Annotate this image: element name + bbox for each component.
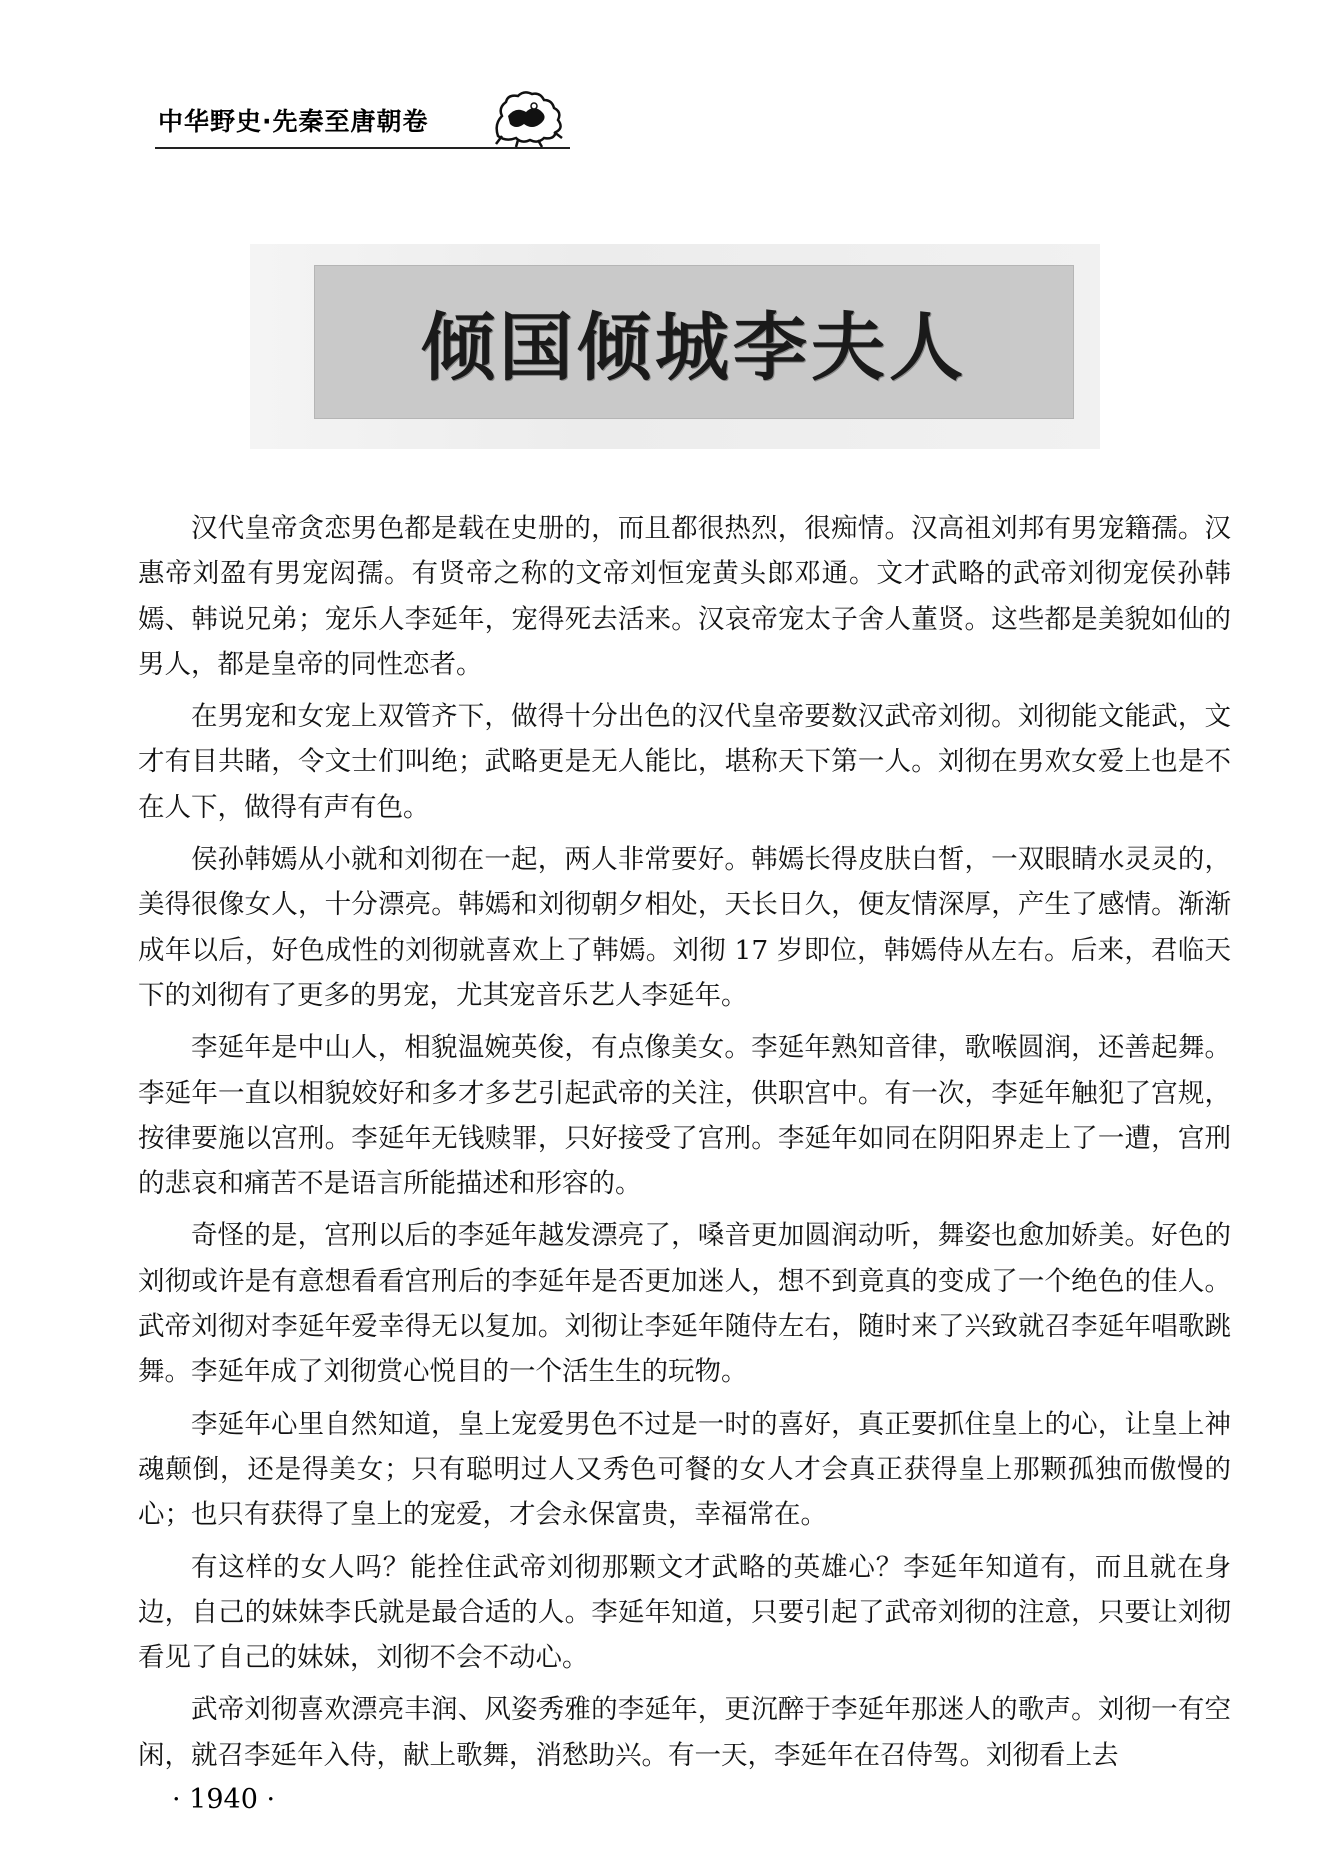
paragraph: 武帝刘彻喜欢漂亮丰润、风姿秀雅的李延年，更沉醉于李延年那迷人的歌声。刘彻一有空闲，就召李延年入侍，献上歌舞，消愁助兴。有一天，李延年在召侍驾。刘彻看上去 <box>138 1694 1231 1771</box>
article-body <box>138 506 1231 1785</box>
paragraph: 有这样的女人吗？能拴住武帝刘彻那颗文才武略的英雄心？李延年知道有，而且就在身边，自己的妹妹李氏就是最合适的人。李延年知道，只要引起了武帝刘彻的注意，只要让刘彻看见了自己的妹妹，刘彻不会不动心。 <box>138 1551 1231 1674</box>
paragraph: 李延年是中山人，相貌温婉英俊，有点像美女。李延年熟知音律，歌喉圆润，还善起舞。李延年一直以相貌姣好和多才多艺引起武帝的关注，供职宫中。有一次，李延年触犯了宫规，按律要施以宫刑。李延年无钱赎罪，只好接受了宫刑。李延年如同在阴阳界走上了一遭，宫刑的悲哀和痛苦不是语言所能描述和形容的。 <box>138 1032 1231 1200</box>
title-banner <box>314 265 1074 419</box>
paragraph: 奇怪的是，宫刑以后的李延年越发漂亮了，嗓音更加圆润动听，舞姿也愈加娇美。好色的刘彻或许是有意想看看宫刑后的李延年是否更加迷人，想不到竟真的变成了一个绝色的佳人。武帝刘彻对李延年爱幸得无以复加。刘彻让李延年随侍左右，随时来了兴致就召李延年唱歌跳舞。李延年成了刘彻赏心悦目的一个活生生的玩物。 <box>138 1220 1231 1388</box>
dragon-emblem-icon <box>488 86 566 148</box>
page-number: · 1940 · <box>172 1784 276 1815</box>
paragraph: 李延年心里自然知道，皇上宠爱男色不过是一时的喜好，真正要抓住皇上的心，让皇上神魂颠倒，还是得美女；只有聪明过人又秀色可餐的女人才会真正获得皇上那颗孤独而傲慢的心；也只有获得了皇上的宠爱，才会永保富贵，幸福常在。 <box>138 1408 1231 1531</box>
running-header-title: 中华野史·先秦至唐朝卷 <box>158 107 429 136</box>
paragraph: 侯孙韩嫣从小就和刘彻在一起，两人非常要好。韩嫣长得皮肤白皙，一双眼睛水灵灵的，美得很像女人，十分漂亮。韩嫣和刘彻朝夕相处，天长日久，便友情深厚，产生了感情。渐渐成年以后，好色成性的刘彻就喜欢上了韩嫣。刘彻 17 岁即位，韩嫣侍从左右。后来，君临天下的刘彻有了更多的男宠，尤其宠音乐艺人李延年。 <box>138 844 1231 1011</box>
paragraph: 在男宠和女宠上双管齐下，做得十分出色的汉代皇帝要数汉武帝刘彻。刘彻能文能武，文才有目共睹，令文士们叫绝；武略更是无人能比，堪称天下第一人。刘彻在男欢女爱上也是不在人下，做得有声有色。 <box>138 701 1231 823</box>
paragraph: 汉代皇帝贪恋男色都是载在史册的，而且都很热烈，很痴情。汉高祖刘邦有男宠籍孺。汉惠帝刘盈有男宠闳孺。有贤帝之称的文帝刘恒宠黄头郎邓通。文才武略的武帝刘彻宠侯孙韩嫣、韩说兄弟；宠乐人李延年，宠得死去活来。汉哀帝宠太子舍人董贤。这些都是美貌如仙的男人，都是皇帝的同性恋者。 <box>138 513 1231 680</box>
article-title: 倾国倾城李夫人 <box>421 305 967 391</box>
